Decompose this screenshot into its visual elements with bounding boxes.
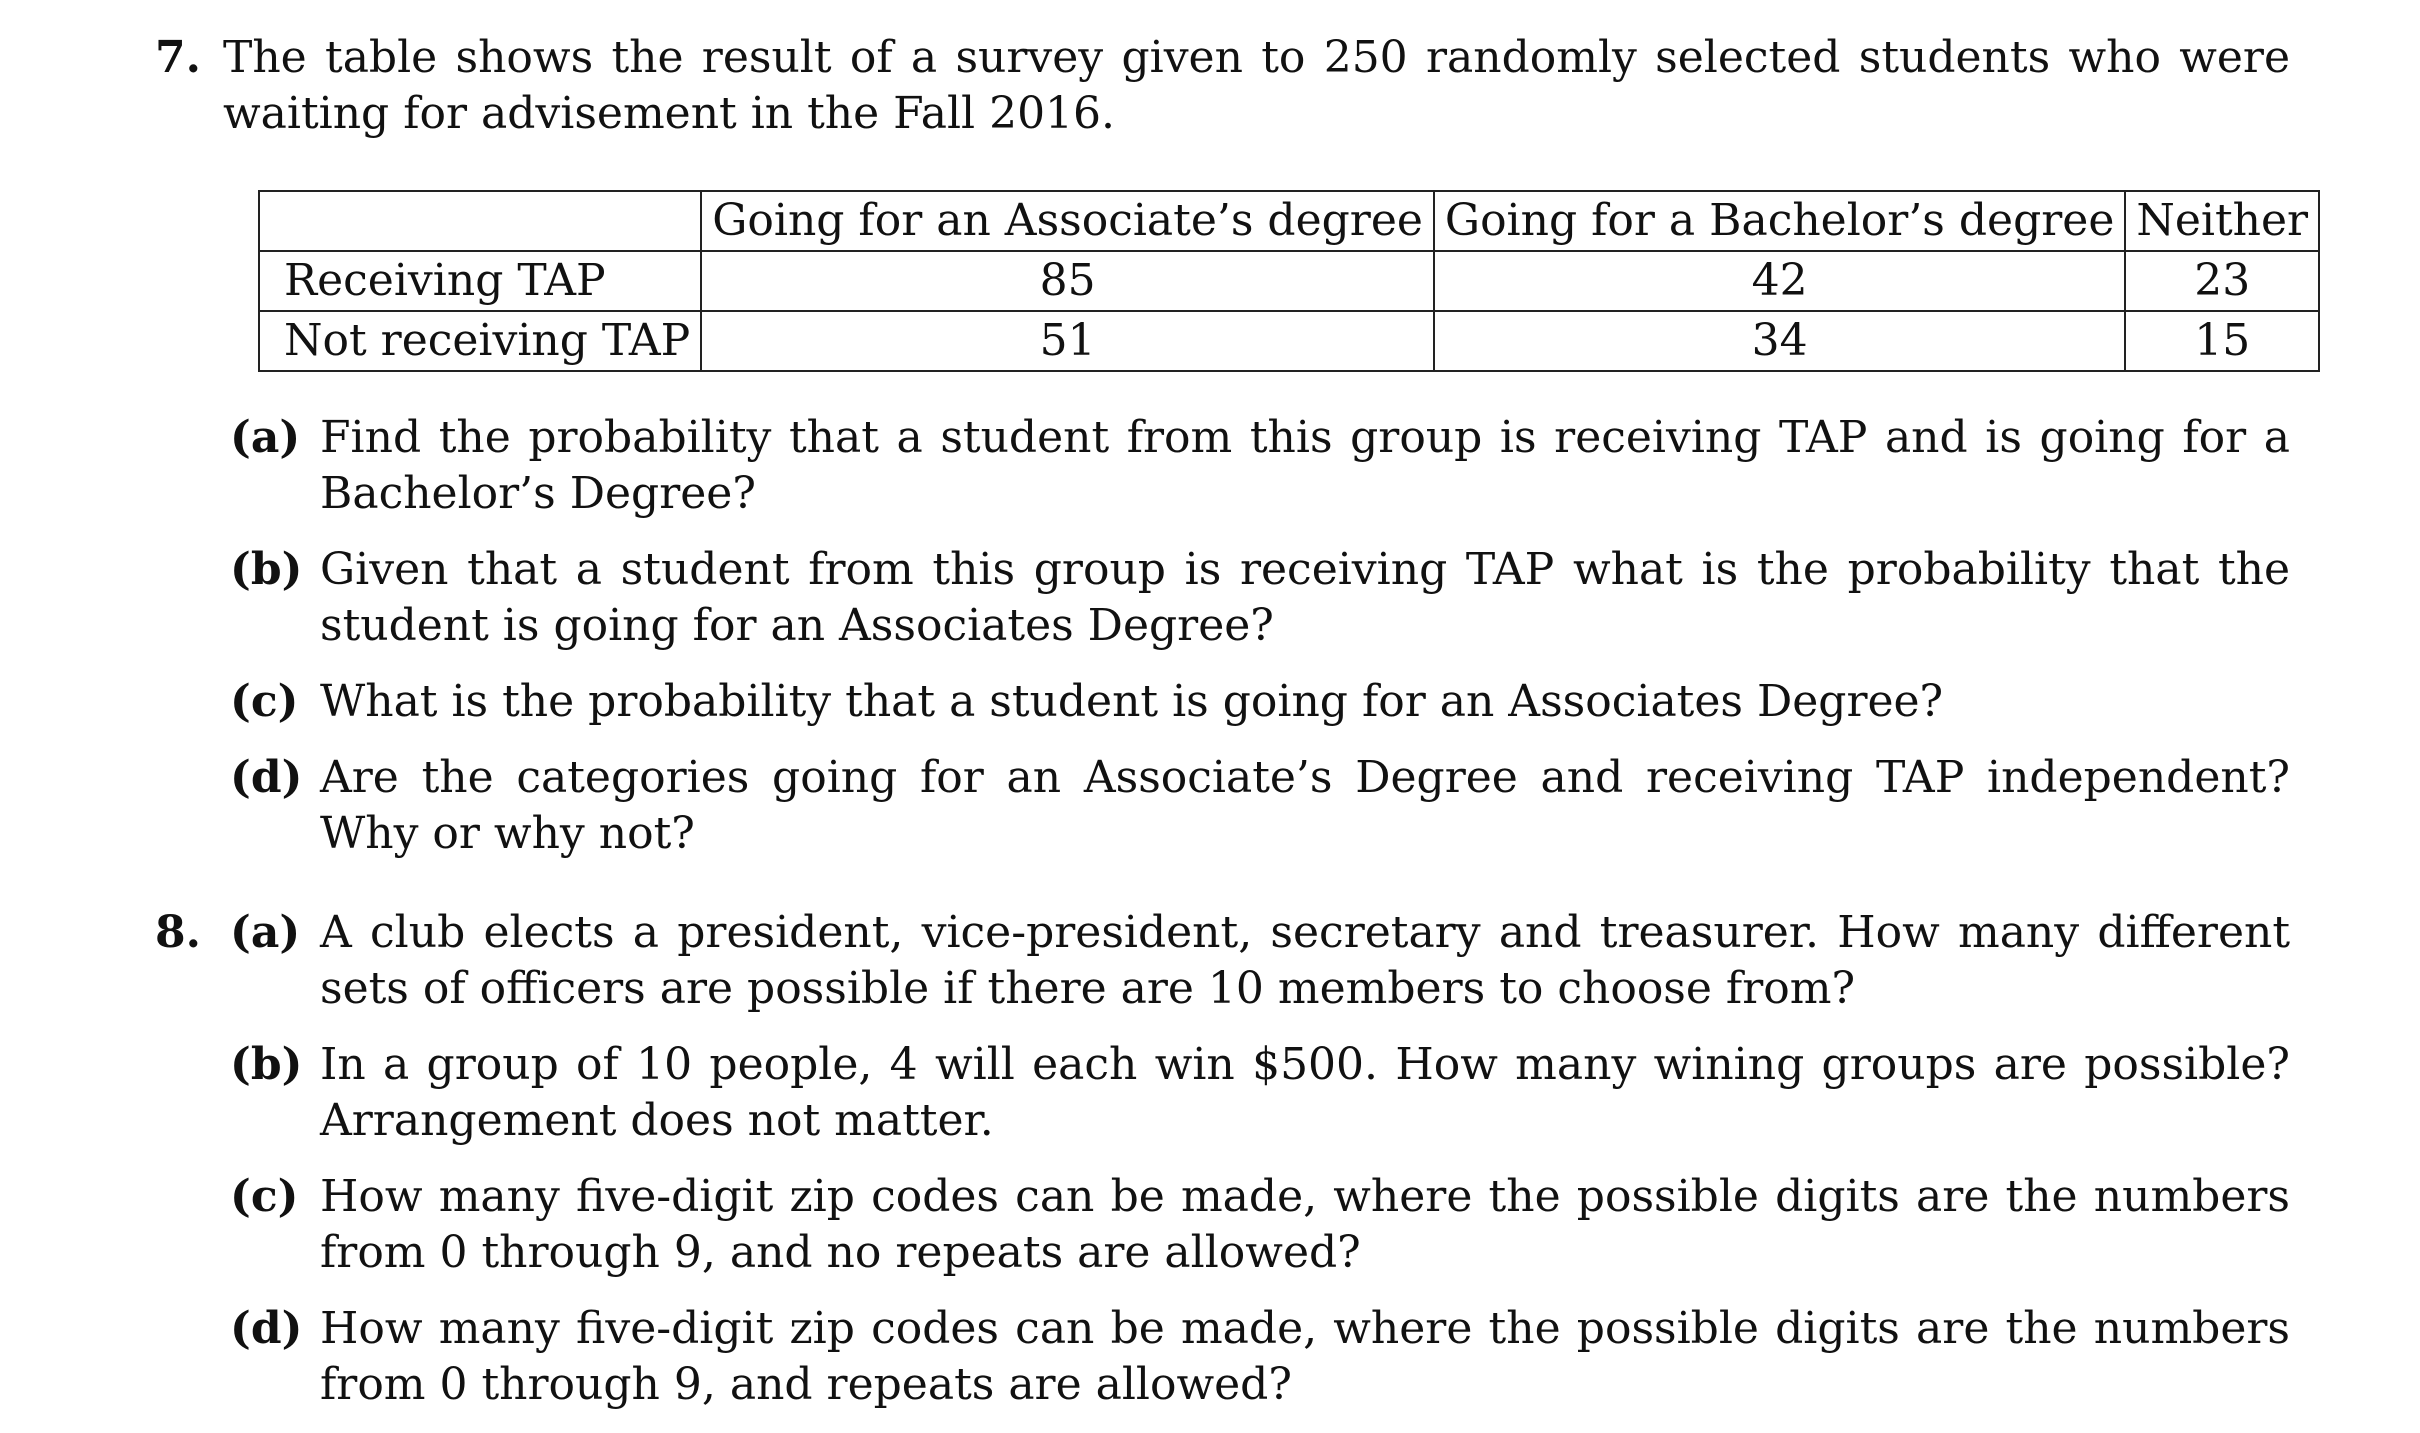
table-cell: 51 bbox=[701, 311, 1434, 371]
part-text: Are the categories going for an Associate’s Degree and receiving TAP independent? Why or why not? bbox=[320, 752, 2290, 859]
question-part bbox=[230, 674, 2290, 730]
part-label: (a) bbox=[230, 907, 301, 958]
question-part bbox=[230, 1037, 2290, 1149]
part-label: (d) bbox=[230, 1303, 303, 1354]
table-row bbox=[259, 311, 2319, 371]
survey-table bbox=[258, 190, 2320, 372]
part-text: What is the probability that a student is going for an Associates Degree? bbox=[320, 676, 1944, 727]
part-text: Given that a student from this group is receiving TAP what is the probability that the student is going for an Associates Degree? bbox=[320, 544, 2290, 651]
part-label: (a) bbox=[230, 412, 301, 463]
part-text: In a group of 10 people, 4 will each win $500. How many wining groups are possible? Arrangement does not matter. bbox=[320, 1039, 2290, 1146]
problem-7-parts bbox=[230, 410, 2290, 882]
table-header-row bbox=[259, 191, 2319, 251]
table-cell: 42 bbox=[1434, 251, 2125, 311]
part-label: (d) bbox=[230, 752, 303, 803]
question-part bbox=[230, 542, 2290, 654]
part-label: (c) bbox=[230, 676, 299, 727]
table-cell: 34 bbox=[1434, 311, 2125, 371]
problem-8-parts bbox=[230, 905, 2290, 1433]
table-header-cell: Going for a Bachelor’s degree bbox=[1434, 191, 2125, 251]
problem-number: 8. bbox=[155, 907, 201, 958]
part-text: Find the probability that a student from this group is receiving TAP and is going for a Bachelor’s Degree? bbox=[320, 412, 2290, 519]
question-part bbox=[230, 905, 2290, 1017]
table-header-cell: Neither bbox=[2125, 191, 2319, 251]
part-text: How many five-digit zip codes can be made, where the possible digits are the numbers from 0 through 9, and repeats are allowed? bbox=[320, 1303, 2290, 1410]
problem-7 bbox=[155, 30, 2290, 142]
table-cell: 15 bbox=[2125, 311, 2319, 371]
table-row-label: Not receiving TAP bbox=[259, 311, 701, 371]
question-part bbox=[230, 1169, 2290, 1281]
question-part bbox=[230, 1301, 2290, 1413]
part-text: A club elects a president, vice-president, secretary and treasurer. How many different sets of officers are possible if there are 10 members to choose from? bbox=[320, 907, 2290, 1014]
table-row bbox=[259, 251, 2319, 311]
table-row-label: Receiving TAP bbox=[259, 251, 701, 311]
part-label: (c) bbox=[230, 1171, 299, 1222]
table-header-cell: Going for an Associate’s degree bbox=[701, 191, 1434, 251]
question-part bbox=[230, 750, 2290, 862]
table-cell: 23 bbox=[2125, 251, 2319, 311]
part-label: (b) bbox=[230, 544, 303, 595]
table-header-cell bbox=[259, 191, 701, 251]
problem-number: 7. bbox=[155, 32, 201, 83]
part-text: How many five-digit zip codes can be made, where the possible digits are the numbers from 0 through 9, and no repeats are allowed? bbox=[320, 1171, 2290, 1278]
problem-stem: The table shows the result of a survey given to 250 randomly selected students who were waiting for advisement in the Fall 2016. bbox=[223, 32, 2290, 139]
part-label: (b) bbox=[230, 1039, 303, 1090]
question-part bbox=[230, 410, 2290, 522]
table-cell: 85 bbox=[701, 251, 1434, 311]
